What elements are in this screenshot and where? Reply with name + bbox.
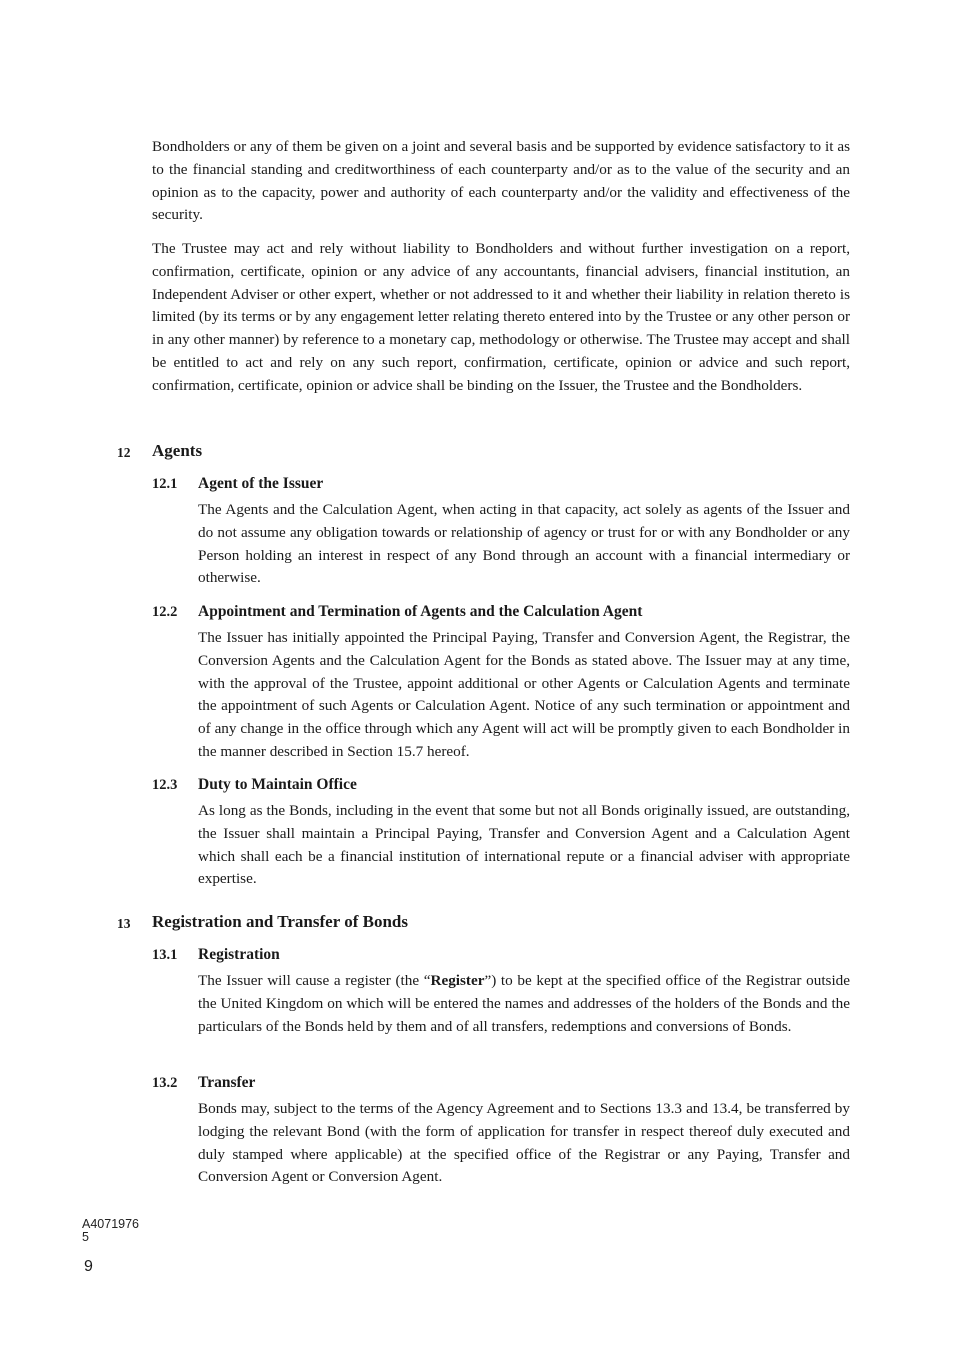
- register-defined-term: Register: [430, 972, 485, 989]
- section-13-1-number: 13.1: [152, 947, 178, 963]
- section-12-3-number: 12.3: [152, 777, 178, 793]
- document-reference: [82, 1218, 139, 1244]
- section-13-2-body: Bonds may, subject to the terms of the Agency Agreement and to Sections 13.3 and 13.4, be transferred by lodging the relevant Bond (with the form of application for transfer in respect thereof duly executed and duly stamped where applicable) at the specified office of the Registrar or any Paying, Transfer and Conversion Agent or Conversion Agent.: [198, 1100, 850, 1186]
- section-12-3-title: Duty to Maintain Office: [198, 776, 357, 793]
- section-13-2-heading: [152, 1072, 256, 1094]
- section-13-1-text-after: ”) to be kept at the specified office of the Registrar outside the United Kingdom on which will be entered the names and addresses of the holders of the Bonds and the particulars of the Bonds held by them and of all transfers, redemptions and conversions of Bonds.: [198, 972, 851, 1035]
- section-13-1-title: Registration: [198, 946, 280, 963]
- section-13-1-body: [198, 970, 850, 1038]
- section-12-1-heading: [152, 473, 324, 495]
- section-13-2-number: 13.2: [152, 1075, 178, 1091]
- section-13-number: 13: [117, 916, 131, 931]
- section-13-2-title: Transfer: [198, 1074, 256, 1091]
- section-12-heading: [117, 440, 203, 462]
- section-12-3-heading: [152, 774, 357, 796]
- section-12-3-body: As long as the Bonds, including in the event that some but not all Bonds originally issued, are outstanding, the Issuer shall maintain a Principal Paying, Transfer and Conversion Agent and a Calculation Agent which shall each be a financial institution of international repute or a financial adviser with appropriate expertise.: [198, 802, 850, 888]
- paragraph-security-evidence: Bondholders or any of them be given on a joint and several basis and be supported by evidence satisfactory to it as to the financial standing and creditworthiness of each counterparty and/or as to the value of the security and an opinion as to the capacity, power and authority of each counterparty and/or the validity and effectiveness of the security.: [152, 138, 850, 224]
- section-12-2-body: The Issuer has initially appointed the Principal Paying, Transfer and Conversion Agent, the Registrar, the Conversion Agents and the Calculation Agent for the Bonds as stated above. The Issuer may at any time, with the approval of the Trustee, appoint additional or other Agents or Calculation Agents and terminate the appointment of such Agents or Calculation Agent. Notice of any such termination or appointment and of any change in the office through which any Agent will act will be promptly given to each Bondholder in the manner described in Section 15.7 hereof.: [198, 629, 850, 760]
- section-13-1-heading: [152, 944, 280, 966]
- section-12-1-body: The Agents and the Calculation Agent, when acting in that capacity, act solely as agents of the Issuer and do not assume any obligation towards or relationship of agency or trust for or with any Bondholder or any Person holding an interest in respect of any Bond through an account with a financial intermediary or otherwise.: [198, 501, 850, 587]
- document-reference-line-2: 5: [82, 1230, 89, 1244]
- section-12-title: Agents: [152, 441, 203, 460]
- section-12-2-number: 12.2: [152, 604, 178, 620]
- document-reference-line-1: A4071976: [82, 1217, 140, 1231]
- section-12-2-title: Appointment and Termination of Agents and the Calculation Agent: [198, 603, 643, 620]
- section-12-1-number: 12.1: [152, 476, 178, 492]
- section-12-number: 12: [117, 445, 131, 460]
- section-13-1-text-before: The Issuer will cause a register (the “: [198, 972, 431, 989]
- paragraph-trustee-reliance: The Trustee may act and rely without liability to Bondholders and without further investigation on a report, confirmation, certificate, opinion or any advice of any accountants, financial advisers, financial institution, an Independent Adviser or other expert, whether or not addressed to it and whether their liability in relation thereto is limited (by its terms or by any engagement letter relating thereto entered into by the Trustee or any other person or in any other manner) by reference to a monetary cap, methodology or otherwise. The Trustee may accept and shall be entitled to act and rely on any such report, confirmation, certificate, opinion or advice and such report, confirmation, certificate, opinion or advice shall be binding on the Issuer, the Trustee and the Bondholders.: [152, 240, 850, 394]
- section-13-title: Registration and Transfer of Bonds: [152, 912, 408, 931]
- section-12-2-heading: [152, 601, 643, 623]
- section-13-heading: [117, 911, 408, 933]
- page-number: 9: [84, 1258, 93, 1275]
- section-12-1-title: Agent of the Issuer: [198, 475, 324, 492]
